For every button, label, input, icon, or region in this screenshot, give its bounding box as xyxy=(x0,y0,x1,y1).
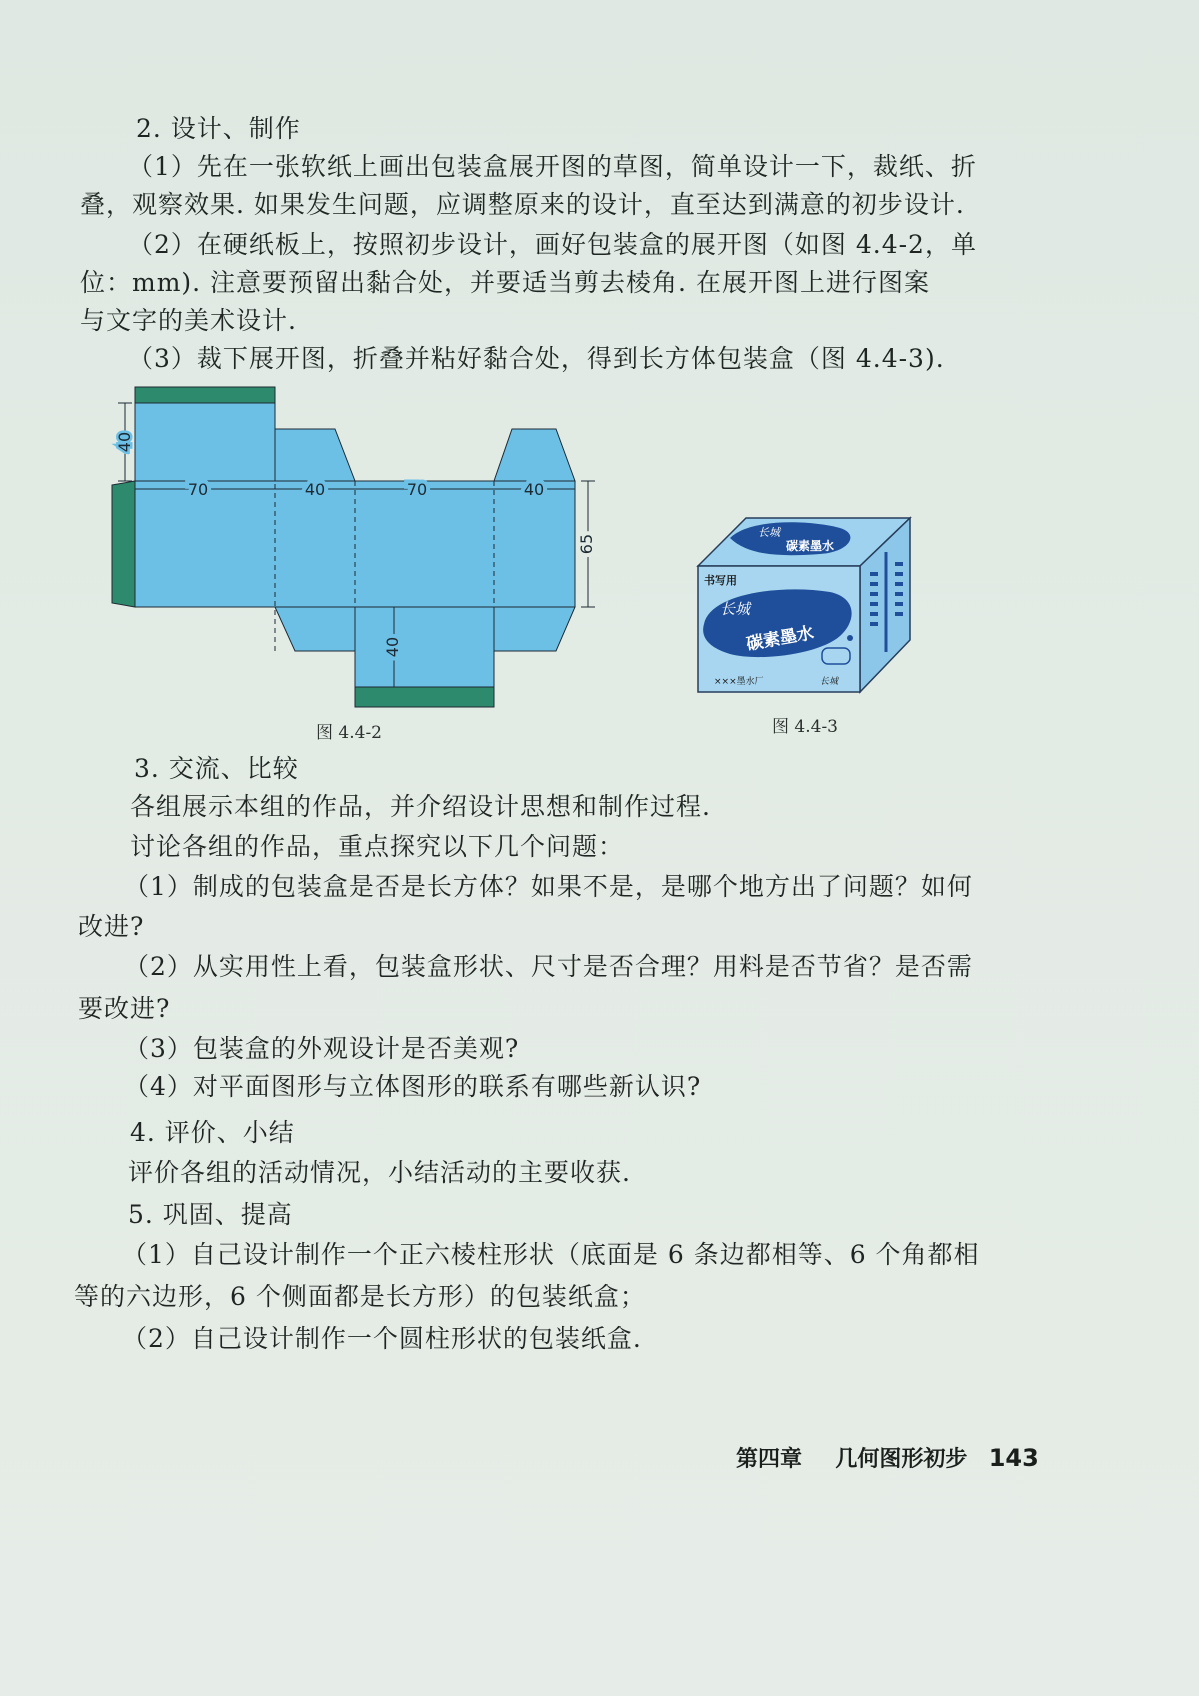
box-front-maker: ×××墨水厂 xyxy=(714,677,764,687)
net-top-flap xyxy=(135,387,275,403)
paragraph-line: （3）裁下展开图，折叠并粘好黏合处，得到长方体包装盒（图 4.4-3). xyxy=(128,344,945,373)
paragraph-line: 要改进? xyxy=(78,994,171,1023)
dim-height: 65 xyxy=(577,533,596,555)
paragraph-line: （1）先在一张软纸上画出包装盒展开图的草图，简单设计一下，裁纸、折 xyxy=(128,152,977,181)
net-side-tab xyxy=(494,429,575,481)
paragraph-line: 各组展示本组的作品，并介绍设计思想和制作过程. xyxy=(130,792,711,821)
dim-width-4: 40 xyxy=(523,480,545,499)
dim-width-3: 70 xyxy=(406,480,428,499)
paragraph-line: 叠，观察效果. 如果发生问题，应调整原来的设计，直至达到满意的初步设计. xyxy=(80,190,965,219)
dim-width-1: 70 xyxy=(187,480,209,499)
net-side-tab xyxy=(275,429,355,481)
box-top-brand: 长城 xyxy=(758,526,780,539)
paragraph-line: （4）对平面图形与立体图形的联系有哪些新认识? xyxy=(124,1072,702,1101)
box-registered-mark xyxy=(847,635,853,641)
net-side-tab xyxy=(275,607,355,651)
net-top-face xyxy=(135,403,275,481)
section-heading-improve: 5. 巩固、提高 xyxy=(128,1200,293,1229)
paragraph-line: （2）自己设计制作一个圆柱形状的包装纸盒. xyxy=(122,1324,642,1353)
box-front-brand: 长城 xyxy=(720,600,751,618)
section-heading-compare: 3. 交流、比较 xyxy=(134,754,299,783)
figure-caption-net: 图 4.4-2 xyxy=(316,723,382,743)
paragraph-line: 与文字的美术设计. xyxy=(80,306,297,335)
box-front-brand-small: 长城 xyxy=(820,677,839,687)
paragraph-line: （1）自己设计制作一个正六棱柱形状（底面是 6 条边都相等、6 个角都相 xyxy=(122,1240,980,1269)
paragraph-line: （1）制成的包装盒是否是长方体？如果不是，是哪个地方出了问题？如何 xyxy=(124,872,973,901)
net-glue-flap xyxy=(112,481,135,607)
section-heading-design: 2. 设计、制作 xyxy=(136,114,301,143)
paragraph-line: 位：mm). 注意要预留出黏合处，并要适当剪去棱角. 在展开图上进行图案 xyxy=(80,268,930,297)
box-top-product: 碳素墨水 xyxy=(786,539,835,553)
dim-width-2: 40 xyxy=(304,480,326,499)
paragraph-line: 改进? xyxy=(78,912,145,941)
footer-title: 几何图形初步 xyxy=(835,1447,968,1472)
dim-top-flap: 40 xyxy=(115,431,134,453)
section-heading-evaluate: 4. 评价、小结 xyxy=(130,1118,295,1147)
paragraph-line: （2）在硬纸板上，按照初步设计，画好包装盒的展开图（如图 4.4-2，单 xyxy=(128,230,977,259)
ink-box-figure xyxy=(690,512,920,697)
net-side-tab xyxy=(494,607,575,651)
box-net-figure xyxy=(100,385,620,715)
paragraph-line: 讨论各组的作品，重点探究以下几个问题： xyxy=(130,832,625,861)
box-front-label: 书写用 xyxy=(704,574,737,587)
paragraph-line: 评价各组的活动情况，小结活动的主要收获. xyxy=(128,1158,631,1187)
page-number: 143 xyxy=(988,1444,1039,1472)
paragraph-line: （3）包装盒的外观设计是否美观? xyxy=(124,1034,520,1063)
net-bottom-flap xyxy=(355,687,494,707)
box-front-product: 碳素墨水 xyxy=(744,623,816,655)
page-footer xyxy=(736,1442,1039,1473)
net-bottom-face xyxy=(355,607,494,687)
paragraph-line: （2）从实用性上看，包装盒形状、尺寸是否合理？用料是否节省？是否需 xyxy=(124,952,973,981)
dim-bottom-flap: 40 xyxy=(383,636,402,658)
figure-caption-box: 图 4.4-3 xyxy=(772,717,838,737)
paragraph-line: 等的六边形，6 个侧面都是长方形）的包装纸盒； xyxy=(74,1282,646,1311)
footer-chapter: 第四章 xyxy=(736,1447,803,1472)
